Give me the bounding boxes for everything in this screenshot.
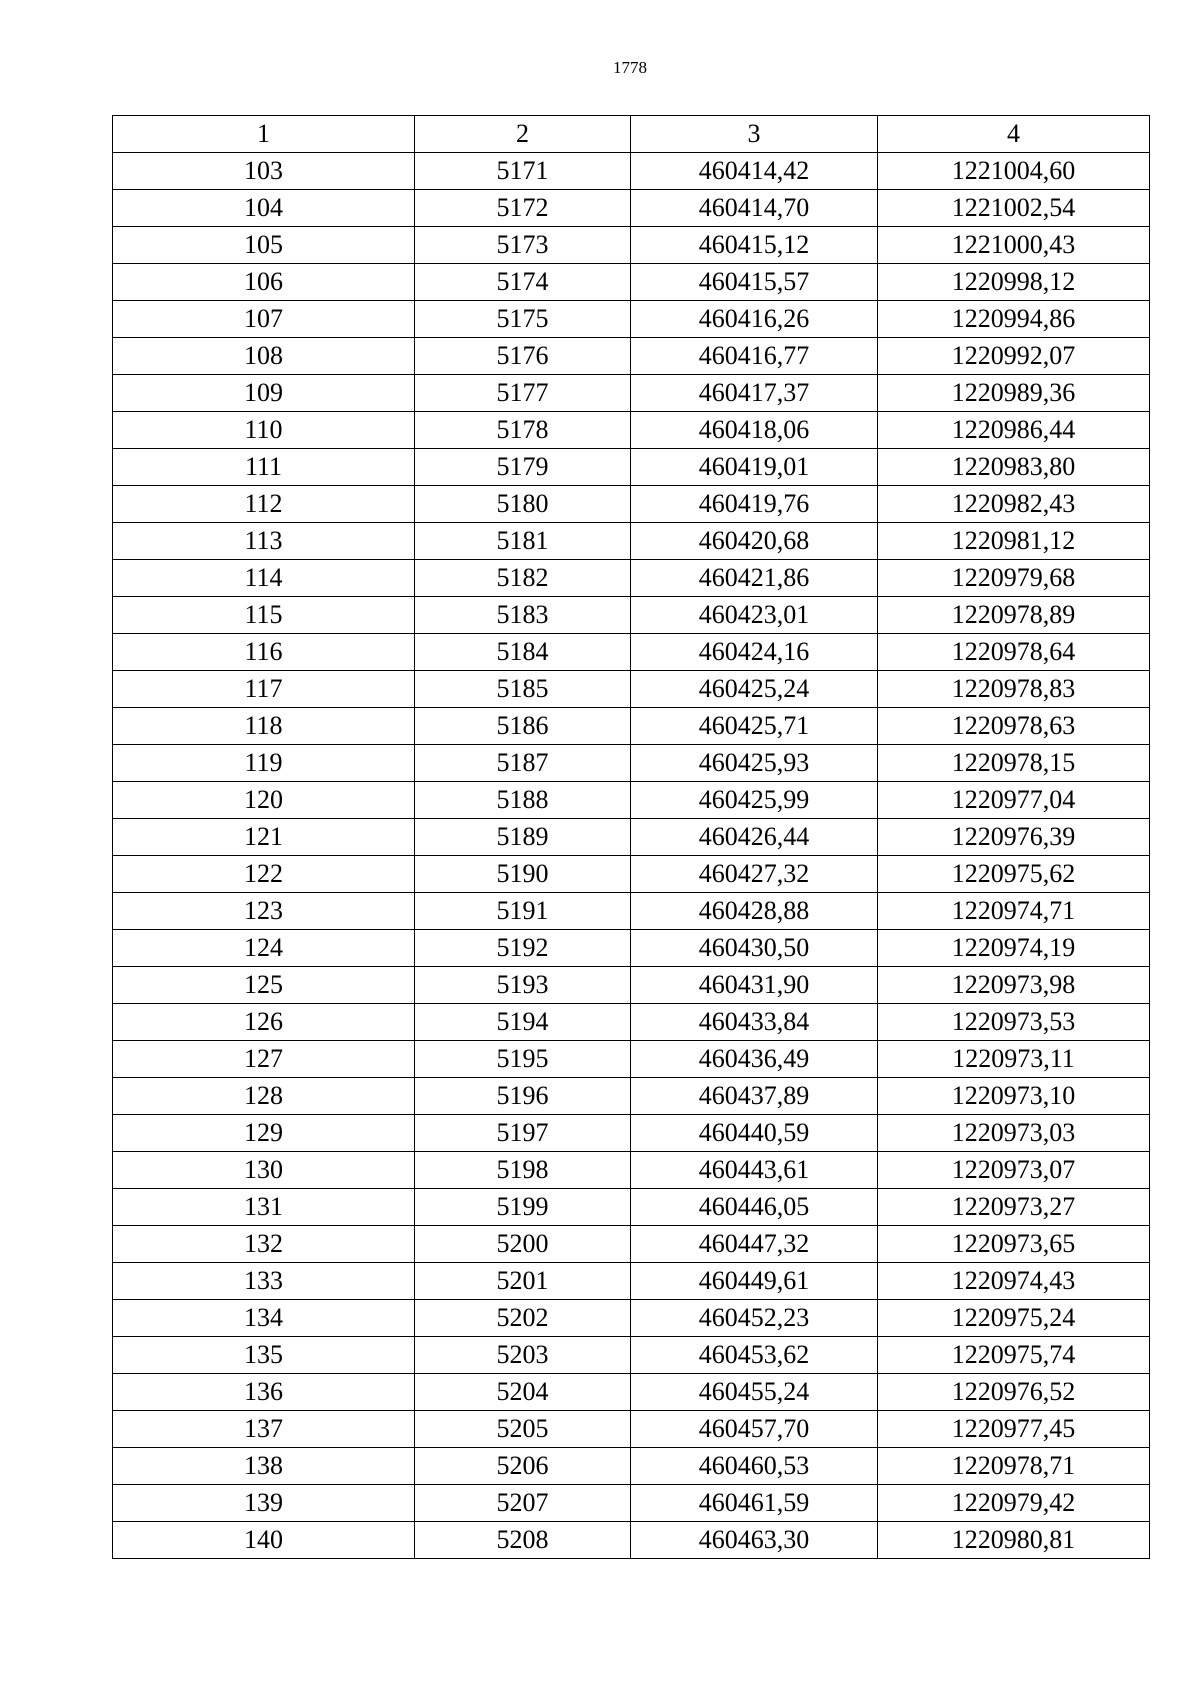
y-coordinate-cell: 1220975,62 <box>878 856 1150 893</box>
index-cell: 5200 <box>415 1226 631 1263</box>
point-number-cell: 120 <box>113 782 415 819</box>
index-cell: 5204 <box>415 1374 631 1411</box>
y-coordinate-cell: 1220974,43 <box>878 1263 1150 1300</box>
index-cell: 5205 <box>415 1411 631 1448</box>
table-row <box>113 1263 1150 1300</box>
index-cell: 5191 <box>415 893 631 930</box>
table-row <box>113 560 1150 597</box>
y-coordinate-cell: 1220973,03 <box>878 1115 1150 1152</box>
x-coordinate-cell: 460463,30 <box>631 1522 878 1559</box>
x-coordinate-cell: 460421,86 <box>631 560 878 597</box>
index-cell: 5179 <box>415 449 631 486</box>
index-cell: 5190 <box>415 856 631 893</box>
x-coordinate-cell: 460414,42 <box>631 153 878 190</box>
point-number-cell: 103 <box>113 153 415 190</box>
y-coordinate-cell: 1220980,81 <box>878 1522 1150 1559</box>
point-number-cell: 133 <box>113 1263 415 1300</box>
index-cell: 5193 <box>415 967 631 1004</box>
y-coordinate-cell: 1220976,52 <box>878 1374 1150 1411</box>
table-row <box>113 190 1150 227</box>
table-row <box>113 819 1150 856</box>
table-row <box>113 264 1150 301</box>
y-coordinate-cell: 1220977,45 <box>878 1411 1150 1448</box>
point-number-cell: 108 <box>113 338 415 375</box>
point-number-cell: 127 <box>113 1041 415 1078</box>
table-row <box>113 1226 1150 1263</box>
y-coordinate-cell: 1220978,63 <box>878 708 1150 745</box>
y-coordinate-cell: 1220978,64 <box>878 634 1150 671</box>
table-row <box>113 412 1150 449</box>
y-coordinate-cell: 1220976,39 <box>878 819 1150 856</box>
point-number-cell: 140 <box>113 1522 415 1559</box>
index-cell: 5192 <box>415 930 631 967</box>
y-coordinate-cell: 1221002,54 <box>878 190 1150 227</box>
column-header-3: 3 <box>631 116 878 153</box>
y-coordinate-cell: 1220973,10 <box>878 1078 1150 1115</box>
table-row <box>113 486 1150 523</box>
y-coordinate-cell: 1220994,86 <box>878 301 1150 338</box>
x-coordinate-cell: 460425,71 <box>631 708 878 745</box>
x-coordinate-cell: 460446,05 <box>631 1189 878 1226</box>
index-cell: 5195 <box>415 1041 631 1078</box>
y-coordinate-cell: 1220973,53 <box>878 1004 1150 1041</box>
point-number-cell: 134 <box>113 1300 415 1337</box>
x-coordinate-cell: 460415,57 <box>631 264 878 301</box>
table-row <box>113 1337 1150 1374</box>
y-coordinate-cell: 1220973,65 <box>878 1226 1150 1263</box>
index-cell: 5197 <box>415 1115 631 1152</box>
index-cell: 5180 <box>415 486 631 523</box>
y-coordinate-cell: 1220982,43 <box>878 486 1150 523</box>
y-coordinate-cell: 1220998,12 <box>878 264 1150 301</box>
index-cell: 5186 <box>415 708 631 745</box>
point-number-cell: 121 <box>113 819 415 856</box>
table-row <box>113 856 1150 893</box>
x-coordinate-cell: 460433,84 <box>631 1004 878 1041</box>
index-cell: 5207 <box>415 1485 631 1522</box>
index-cell: 5203 <box>415 1337 631 1374</box>
table-row <box>113 1115 1150 1152</box>
x-coordinate-cell: 460453,62 <box>631 1337 878 1374</box>
index-cell: 5184 <box>415 634 631 671</box>
y-coordinate-cell: 1220986,44 <box>878 412 1150 449</box>
x-coordinate-cell: 460447,32 <box>631 1226 878 1263</box>
index-cell: 5171 <box>415 153 631 190</box>
y-coordinate-cell: 1220981,12 <box>878 523 1150 560</box>
y-coordinate-cell: 1220979,42 <box>878 1485 1150 1522</box>
y-coordinate-cell: 1220973,11 <box>878 1041 1150 1078</box>
x-coordinate-cell: 460428,88 <box>631 893 878 930</box>
index-cell: 5202 <box>415 1300 631 1337</box>
y-coordinate-cell: 1220974,19 <box>878 930 1150 967</box>
point-number-cell: 135 <box>113 1337 415 1374</box>
table-row <box>113 523 1150 560</box>
y-coordinate-cell: 1221004,60 <box>878 153 1150 190</box>
table-row <box>113 893 1150 930</box>
x-coordinate-cell: 460437,89 <box>631 1078 878 1115</box>
index-cell: 5172 <box>415 190 631 227</box>
point-number-cell: 131 <box>113 1189 415 1226</box>
index-cell: 5181 <box>415 523 631 560</box>
x-coordinate-cell: 460457,70 <box>631 1411 878 1448</box>
table-row <box>113 1300 1150 1337</box>
x-coordinate-cell: 460449,61 <box>631 1263 878 1300</box>
y-coordinate-cell: 1220977,04 <box>878 782 1150 819</box>
point-number-cell: 138 <box>113 1448 415 1485</box>
y-coordinate-cell: 1220978,71 <box>878 1448 1150 1485</box>
point-number-cell: 112 <box>113 486 415 523</box>
table-row <box>113 375 1150 412</box>
point-number-cell: 107 <box>113 301 415 338</box>
table-row <box>113 745 1150 782</box>
x-coordinate-cell: 460425,93 <box>631 745 878 782</box>
index-cell: 5194 <box>415 1004 631 1041</box>
x-coordinate-cell: 460427,32 <box>631 856 878 893</box>
point-number-cell: 137 <box>113 1411 415 1448</box>
y-coordinate-cell: 1220978,15 <box>878 745 1150 782</box>
table-header <box>113 116 1150 153</box>
point-number-cell: 118 <box>113 708 415 745</box>
point-number-cell: 126 <box>113 1004 415 1041</box>
table-row <box>113 782 1150 819</box>
x-coordinate-cell: 460416,77 <box>631 338 878 375</box>
x-coordinate-cell: 460460,53 <box>631 1448 878 1485</box>
table-row <box>113 1041 1150 1078</box>
point-number-cell: 122 <box>113 856 415 893</box>
table-row <box>113 338 1150 375</box>
x-coordinate-cell: 460424,16 <box>631 634 878 671</box>
table-row <box>113 1152 1150 1189</box>
coordinates-table <box>112 115 1150 1559</box>
y-coordinate-cell: 1220974,71 <box>878 893 1150 930</box>
point-number-cell: 139 <box>113 1485 415 1522</box>
column-header-2: 2 <box>415 116 631 153</box>
point-number-cell: 110 <box>113 412 415 449</box>
x-coordinate-cell: 460431,90 <box>631 967 878 1004</box>
table-row <box>113 1004 1150 1041</box>
column-header-4: 4 <box>878 116 1150 153</box>
index-cell: 5174 <box>415 264 631 301</box>
index-cell: 5182 <box>415 560 631 597</box>
x-coordinate-cell: 460461,59 <box>631 1485 878 1522</box>
y-coordinate-cell: 1220973,07 <box>878 1152 1150 1189</box>
y-coordinate-cell: 1220983,80 <box>878 449 1150 486</box>
index-cell: 5198 <box>415 1152 631 1189</box>
point-number-cell: 128 <box>113 1078 415 1115</box>
point-number-cell: 132 <box>113 1226 415 1263</box>
table-row <box>113 634 1150 671</box>
point-number-cell: 124 <box>113 930 415 967</box>
table-row <box>113 1411 1150 1448</box>
table-row <box>113 708 1150 745</box>
index-cell: 5206 <box>415 1448 631 1485</box>
table-row <box>113 1374 1150 1411</box>
x-coordinate-cell: 460419,76 <box>631 486 878 523</box>
point-number-cell: 113 <box>113 523 415 560</box>
point-number-cell: 130 <box>113 1152 415 1189</box>
page-number: 1778 <box>613 58 647 77</box>
index-cell: 5188 <box>415 782 631 819</box>
index-cell: 5199 <box>415 1189 631 1226</box>
y-coordinate-cell: 1220975,74 <box>878 1337 1150 1374</box>
table-row <box>113 1485 1150 1522</box>
index-cell: 5201 <box>415 1263 631 1300</box>
table-row <box>113 1522 1150 1559</box>
point-number-cell: 104 <box>113 190 415 227</box>
y-coordinate-cell: 1220989,36 <box>878 375 1150 412</box>
index-cell: 5185 <box>415 671 631 708</box>
y-coordinate-cell: 1220973,98 <box>878 967 1150 1004</box>
point-number-cell: 117 <box>113 671 415 708</box>
point-number-cell: 125 <box>113 967 415 1004</box>
y-coordinate-cell: 1220978,89 <box>878 597 1150 634</box>
point-number-cell: 109 <box>113 375 415 412</box>
index-cell: 5208 <box>415 1522 631 1559</box>
x-coordinate-cell: 460419,01 <box>631 449 878 486</box>
point-number-cell: 114 <box>113 560 415 597</box>
index-cell: 5196 <box>415 1078 631 1115</box>
x-coordinate-cell: 460425,99 <box>631 782 878 819</box>
x-coordinate-cell: 460436,49 <box>631 1041 878 1078</box>
x-coordinate-cell: 460418,06 <box>631 412 878 449</box>
y-coordinate-cell: 1220979,68 <box>878 560 1150 597</box>
y-coordinate-cell: 1220975,24 <box>878 1300 1150 1337</box>
point-number-cell: 116 <box>113 634 415 671</box>
table-row <box>113 301 1150 338</box>
index-cell: 5178 <box>415 412 631 449</box>
index-cell: 5176 <box>415 338 631 375</box>
index-cell: 5187 <box>415 745 631 782</box>
point-number-cell: 129 <box>113 1115 415 1152</box>
y-coordinate-cell: 1220992,07 <box>878 338 1150 375</box>
x-coordinate-cell: 460440,59 <box>631 1115 878 1152</box>
x-coordinate-cell: 460426,44 <box>631 819 878 856</box>
x-coordinate-cell: 460423,01 <box>631 597 878 634</box>
point-number-cell: 111 <box>113 449 415 486</box>
table-row <box>113 597 1150 634</box>
x-coordinate-cell: 460420,68 <box>631 523 878 560</box>
x-coordinate-cell: 460416,26 <box>631 301 878 338</box>
point-number-cell: 119 <box>113 745 415 782</box>
x-coordinate-cell: 460417,37 <box>631 375 878 412</box>
point-number-cell: 115 <box>113 597 415 634</box>
table-row <box>113 1078 1150 1115</box>
table-body <box>113 153 1150 1559</box>
index-cell: 5177 <box>415 375 631 412</box>
table-row <box>113 671 1150 708</box>
y-coordinate-cell: 1220973,27 <box>878 1189 1150 1226</box>
x-coordinate-cell: 460415,12 <box>631 227 878 264</box>
y-coordinate-cell: 1221000,43 <box>878 227 1150 264</box>
point-number-cell: 123 <box>113 893 415 930</box>
x-coordinate-cell: 460455,24 <box>631 1374 878 1411</box>
table-row <box>113 930 1150 967</box>
table-row <box>113 1448 1150 1485</box>
header-row <box>113 116 1150 153</box>
y-coordinate-cell: 1220978,83 <box>878 671 1150 708</box>
index-cell: 5175 <box>415 301 631 338</box>
point-number-cell: 105 <box>113 227 415 264</box>
point-number-cell: 106 <box>113 264 415 301</box>
table-row <box>113 967 1150 1004</box>
x-coordinate-cell: 460414,70 <box>631 190 878 227</box>
table-row <box>113 449 1150 486</box>
index-cell: 5183 <box>415 597 631 634</box>
x-coordinate-cell: 460430,50 <box>631 930 878 967</box>
table-row <box>113 227 1150 264</box>
index-cell: 5189 <box>415 819 631 856</box>
table-row <box>113 153 1150 190</box>
column-header-1: 1 <box>113 116 415 153</box>
x-coordinate-cell: 460452,23 <box>631 1300 878 1337</box>
point-number-cell: 136 <box>113 1374 415 1411</box>
x-coordinate-cell: 460443,61 <box>631 1152 878 1189</box>
x-coordinate-cell: 460425,24 <box>631 671 878 708</box>
table-row <box>113 1189 1150 1226</box>
index-cell: 5173 <box>415 227 631 264</box>
